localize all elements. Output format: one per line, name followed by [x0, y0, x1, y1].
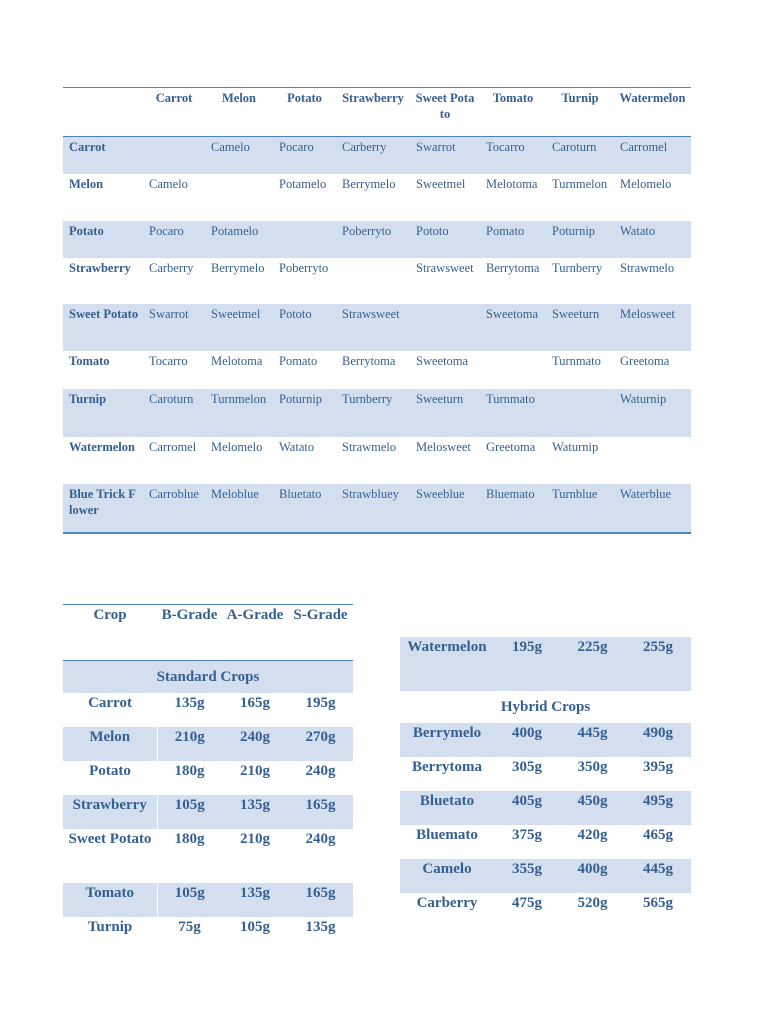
matrix-cell: Carberry — [149, 260, 194, 275]
grade-value: 255g — [625, 637, 691, 691]
matrix-cell: Strawmelo — [342, 439, 397, 454]
matrix-cell: Bluemato — [480, 484, 546, 533]
table-row — [63, 137, 691, 174]
matrix-cell: Turnmato — [480, 389, 546, 437]
matrix-cell: Strawmelo — [620, 260, 675, 275]
matrix-cell — [546, 389, 614, 437]
matrix-cell: Sweeblue — [410, 484, 480, 533]
grade-value: 240g — [222, 727, 288, 761]
table-row — [63, 761, 353, 795]
table-row — [63, 174, 691, 221]
matrix-cell: Pomato — [279, 353, 318, 368]
matrix-cell: Camelo — [205, 137, 273, 174]
matrix-cell: Pomato — [480, 221, 546, 258]
table-row — [400, 825, 691, 859]
grade-value: 105g — [157, 795, 222, 829]
table-row — [400, 757, 691, 791]
matrix-cell — [480, 351, 546, 389]
grade-value: 240g — [305, 831, 336, 847]
matrix-cell: Greetoma — [620, 353, 670, 368]
matrix-cell: Turnberry — [552, 260, 603, 275]
crop-name: Camelo — [400, 859, 494, 893]
matrix-cell: Sweetoma — [416, 353, 469, 368]
matrix-cell: Strawsweet — [336, 304, 410, 351]
section-row — [400, 691, 691, 723]
crop-name: Bluemato — [416, 827, 478, 843]
crop-name: Tomato — [63, 883, 157, 917]
table-row — [63, 917, 353, 951]
matrix-header-cell: Sweet Potato — [410, 88, 480, 137]
table-row — [400, 893, 691, 927]
matrix-cell: Melomelo — [211, 439, 263, 454]
matrix-cell: Bluetato — [273, 484, 336, 533]
grade-value: 105g — [157, 883, 222, 917]
grade-value: 350g — [577, 759, 608, 775]
matrix-row-header: Blue Trick Flower — [63, 484, 143, 533]
matrix-header-cell — [63, 88, 143, 137]
table-row — [400, 859, 691, 893]
crop-name: Watermelon — [400, 637, 494, 691]
matrix-cell: Melosweet — [614, 304, 691, 351]
table-row — [63, 693, 353, 727]
table-row — [63, 437, 691, 484]
matrix-cell: Carberry — [336, 137, 410, 174]
std-header-cell: S-Grade — [288, 605, 353, 661]
matrix-cell: Waterblue — [614, 484, 691, 533]
matrix-cell: Melotoma — [211, 353, 263, 368]
matrix-row-header: Potato — [63, 221, 143, 258]
matrix-cell: Turnmelon — [205, 389, 273, 437]
grade-value: 395g — [643, 759, 673, 775]
matrix-cell — [410, 304, 480, 351]
grade-value: 165g — [240, 695, 270, 711]
matrix-cell: Greetoma — [486, 439, 536, 454]
crop-name: Sweet Potato — [68, 831, 152, 847]
grade-value: 165g — [288, 883, 353, 917]
grade-value: 135g — [174, 695, 205, 711]
matrix-cell: Pocaro — [273, 137, 336, 174]
matrix-cell: Meloblue — [205, 484, 273, 533]
crop-name: Bluetato — [400, 791, 494, 825]
matrix-cell: Pototo — [410, 221, 480, 258]
grade-value: 495g — [625, 791, 691, 825]
section-title: Standard Crops — [63, 661, 353, 694]
table-row — [63, 258, 691, 304]
matrix-cell: Berrytoma — [342, 353, 396, 368]
grade-value: 400g — [494, 723, 560, 757]
grade-value: 465g — [643, 827, 673, 843]
table-row — [63, 727, 353, 761]
matrix-header-cell: Turnip — [546, 88, 614, 137]
table-row — [63, 484, 691, 533]
matrix-cell: Sweeturn — [546, 304, 614, 351]
crop-name: Turnip — [87, 919, 133, 935]
crop-name: Melon — [63, 727, 157, 761]
matrix-row-header: Tomato — [69, 353, 110, 368]
matrix-cell: Waturnip — [552, 439, 599, 454]
matrix-cell: Caroturn — [546, 137, 614, 174]
matrix-cell: Sweetoma — [480, 304, 546, 351]
grade-value: 135g — [222, 883, 288, 917]
table-row — [63, 389, 691, 437]
table-row — [63, 351, 691, 389]
hybrid-matrix-table — [63, 87, 691, 534]
grade-value: 135g — [305, 919, 336, 935]
matrix-cell: Potamelo — [205, 221, 273, 258]
matrix-cell: Carromel — [614, 137, 691, 174]
matrix-cell: Melomelo — [620, 176, 672, 191]
grade-value: 375g — [512, 827, 542, 843]
grade-value: 270g — [288, 727, 353, 761]
grade-value: 180g — [174, 763, 205, 779]
std-header-cell: Crop — [63, 605, 157, 661]
grade-value: 445g — [560, 723, 625, 757]
matrix-row-header: Strawberry — [69, 260, 131, 275]
matrix-cell — [143, 137, 205, 174]
crop-name: Carberry — [416, 895, 478, 911]
matrix-cell: Sweeturn — [410, 389, 480, 437]
matrix-cell: Camelo — [149, 176, 188, 191]
grade-value: 400g — [560, 859, 625, 893]
matrix-cell: Pototo — [273, 304, 336, 351]
matrix-header-cell: Melon — [205, 88, 273, 137]
grade-value: 445g — [625, 859, 691, 893]
table-row — [63, 304, 691, 351]
matrix-cell: Turnblue — [546, 484, 614, 533]
std-header-row — [63, 605, 353, 661]
matrix-cell: Poturnip — [273, 389, 336, 437]
grade-value: 240g — [305, 763, 336, 779]
matrix-cell — [205, 174, 273, 221]
matrix-row-header: Carrot — [63, 137, 143, 174]
matrix-cell: Turnmelon — [552, 176, 608, 191]
matrix-cell — [614, 437, 691, 484]
matrix-header-cell: Potato — [273, 88, 336, 137]
matrix-cell: Poberryto — [279, 260, 329, 275]
grade-value: 210g — [240, 831, 270, 847]
matrix-cell: Poberryto — [336, 221, 410, 258]
matrix-cell: Sweetmel — [416, 176, 466, 191]
table-row — [63, 883, 353, 917]
crop-name: Potato — [89, 763, 131, 779]
grade-value: 305g — [512, 759, 542, 775]
table-row — [400, 637, 691, 691]
matrix-cell — [336, 258, 410, 304]
grade-value: 75g — [178, 919, 201, 935]
matrix-cell: Berrytoma — [486, 260, 540, 275]
matrix-cell: Poturnip — [546, 221, 614, 258]
matrix-cell: Berrymelo — [211, 260, 265, 275]
matrix-cell: Watato — [279, 439, 315, 454]
section-row — [63, 661, 353, 694]
table-row — [400, 791, 691, 825]
table-row — [63, 221, 691, 258]
matrix-cell: Strawsweet — [416, 260, 474, 275]
matrix-cell: Berrymelo — [342, 176, 396, 191]
matrix-cell: Watato — [614, 221, 691, 258]
std-header-cell: A-Grade — [222, 605, 288, 661]
grade-value: 475g — [512, 895, 542, 911]
grade-value: 180g — [174, 831, 205, 847]
crop-name: Carrot — [88, 695, 132, 711]
matrix-cell: Turnberry — [336, 389, 410, 437]
grade-value: 355g — [494, 859, 560, 893]
matrix-row-header: Melon — [69, 176, 104, 191]
grade-value: 225g — [560, 637, 625, 691]
matrix-cell: Caroturn — [143, 389, 205, 437]
std-header-cell: B-Grade — [157, 605, 222, 661]
matrix-header-cell: Carrot — [143, 88, 205, 137]
section-title: Hybrid Crops — [500, 699, 591, 715]
matrix-cell: Sweetmel — [205, 304, 273, 351]
grade-value: 165g — [288, 795, 353, 829]
matrix-cell — [273, 221, 336, 258]
crop-name: Strawberry — [63, 795, 157, 829]
hybrid-crops-table — [400, 637, 691, 927]
table-row — [63, 795, 353, 829]
grade-value: 405g — [494, 791, 560, 825]
grade-value: 105g — [240, 919, 270, 935]
grade-value: 210g — [240, 763, 270, 779]
matrix-cell: Waturnip — [614, 389, 691, 437]
grade-value: 490g — [625, 723, 691, 757]
grade-value: 210g — [157, 727, 222, 761]
matrix-cell: Carromel — [149, 439, 197, 454]
grade-value: 450g — [560, 791, 625, 825]
matrix-cell: Melotoma — [486, 176, 538, 191]
matrix-header-cell: Watermelon — [614, 88, 691, 137]
crop-name: Berrymelo — [400, 723, 494, 757]
grade-value: 565g — [643, 895, 673, 911]
matrix-header-row — [63, 88, 691, 137]
matrix-cell: Carroblue — [143, 484, 205, 533]
grade-value: 195g — [305, 695, 336, 711]
matrix-cell: Potamelo — [279, 176, 327, 191]
matrix-cell: Melosweet — [416, 439, 471, 454]
matrix-row-header: Watermelon — [69, 439, 135, 454]
crop-name: Berrytoma — [412, 759, 482, 775]
table-row — [63, 829, 353, 883]
grade-value: 420g — [577, 827, 608, 843]
matrix-header-cell: Tomato — [480, 88, 546, 137]
table-row — [400, 723, 691, 757]
matrix-cell: Swarrot — [410, 137, 480, 174]
matrix-cell: Pocaro — [143, 221, 205, 258]
matrix-cell: Tocarro — [480, 137, 546, 174]
matrix-cell: Strawbluey — [336, 484, 410, 533]
grade-value: 520g — [577, 895, 608, 911]
matrix-cell: Swarrot — [143, 304, 205, 351]
matrix-header-cell: Strawberry — [336, 88, 410, 137]
standard-crops-table — [63, 604, 353, 951]
matrix-cell: Tocarro — [149, 353, 188, 368]
matrix-row-header: Turnip — [63, 389, 143, 437]
matrix-cell: Turnmato — [552, 353, 601, 368]
grade-value: 195g — [494, 637, 560, 691]
grade-value: 135g — [222, 795, 288, 829]
matrix-row-header: Sweet Potato — [63, 304, 143, 351]
